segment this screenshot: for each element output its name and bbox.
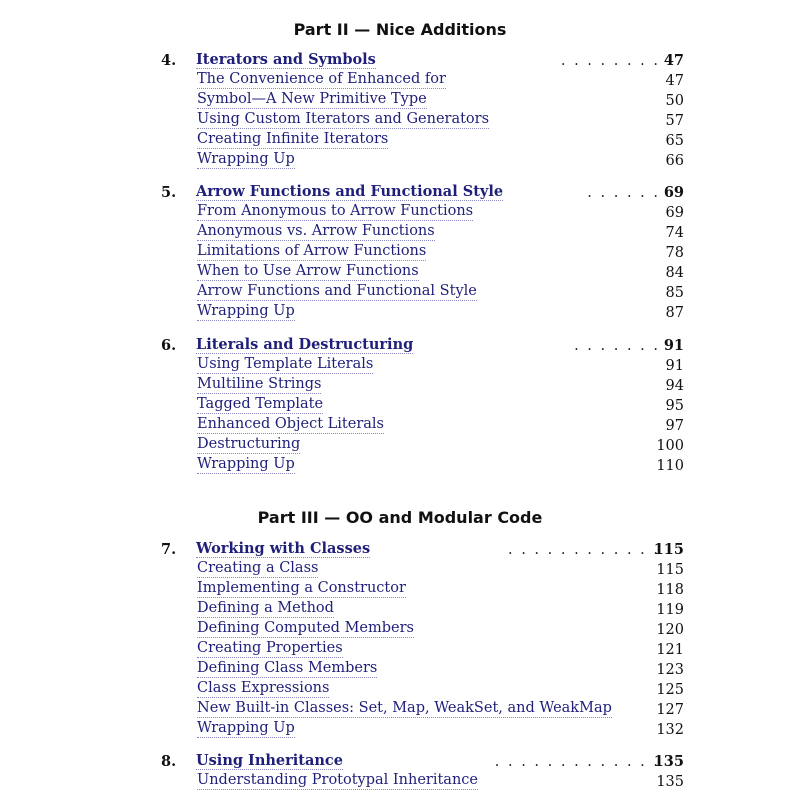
section-title-link[interactable]: Creating Properties (197, 640, 343, 656)
section-row[interactable] (0, 131, 800, 151)
section-row[interactable] (0, 436, 800, 456)
chapter-title-link[interactable]: Using Inheritance (196, 752, 343, 769)
section-row[interactable] (0, 376, 800, 396)
section-row[interactable] (0, 560, 800, 580)
section-row[interactable] (0, 151, 800, 171)
chapter-page-number: 115 (653, 541, 684, 558)
section-row[interactable] (0, 263, 800, 283)
dot-leader: . . . . . . . (574, 338, 660, 354)
chapter-number: 5. (161, 184, 177, 201)
section-title-link[interactable]: Symbol—A New Primitive Type (197, 91, 427, 107)
part-title: Part III — OO and Modular Code (257, 508, 543, 527)
section-title-link[interactable]: Wrapping Up (197, 456, 295, 472)
section-page-number: 69 (665, 205, 684, 221)
section-title-link[interactable]: Multiline Strings (197, 376, 322, 392)
section-title-link[interactable]: Anonymous vs. Arrow Functions (197, 223, 435, 239)
section-row[interactable] (0, 660, 800, 680)
chapter-page-number: 91 (663, 337, 684, 354)
chapter-row[interactable] (0, 183, 800, 203)
section-title-link[interactable]: New Built-in Classes: Set, Map, WeakSet, and WeakMap (197, 700, 612, 716)
section-page-number: 97 (665, 418, 684, 434)
section-title-link[interactable]: Defining a Method (197, 600, 334, 616)
section-page-number: 85 (665, 285, 684, 301)
section-row[interactable] (0, 600, 800, 620)
dot-leader: . . . . . . . . . . . . (507, 542, 660, 558)
section-row[interactable] (0, 620, 800, 640)
chapter-row[interactable] (0, 336, 800, 356)
section-row[interactable] (0, 700, 800, 720)
section-row[interactable] (0, 640, 800, 660)
chapter-title-link[interactable]: Arrow Functions and Functional Style (196, 183, 504, 200)
chapter-title-link[interactable]: Working with Classes (196, 540, 371, 557)
section-page-number: 91 (665, 358, 684, 374)
section-page-number: 57 (665, 113, 684, 129)
section-title-link[interactable]: Enhanced Object Literals (197, 416, 384, 432)
section-page-number: 65 (665, 133, 684, 149)
section-page-number: 120 (656, 622, 684, 638)
section-row[interactable] (0, 243, 800, 263)
section-title-link[interactable]: From Anonymous to Arrow Functions (197, 203, 474, 219)
dot-leader: . . . . . . . . . . . . . (494, 754, 660, 770)
section-page-number: 110 (656, 458, 684, 474)
chapter-title-link[interactable]: Literals and Destructuring (196, 336, 414, 353)
section-page-number: 47 (665, 73, 684, 89)
section-row[interactable] (0, 91, 800, 111)
section-page-number: 50 (665, 93, 684, 109)
section-title-link[interactable]: Limitations of Arrow Functions (197, 243, 427, 259)
section-title-link[interactable]: Understanding Prototypal Inheritance (197, 772, 478, 788)
chapter-number: 4. (161, 52, 177, 69)
part-title: Part II — Nice Additions (293, 20, 507, 39)
dot-leader: . . . . . . . . (560, 53, 660, 69)
section-title-link[interactable]: When to Use Arrow Functions (197, 263, 419, 279)
section-title-link[interactable]: Destructuring (197, 436, 301, 452)
section-title-link[interactable]: Wrapping Up (197, 720, 295, 736)
section-row[interactable] (0, 580, 800, 600)
chapter-row[interactable] (0, 752, 800, 772)
section-page-number: 135 (656, 774, 684, 790)
section-page-number: 132 (656, 722, 684, 738)
section-row[interactable] (0, 456, 800, 476)
section-row[interactable] (0, 772, 800, 792)
section-page-number: 66 (665, 153, 684, 169)
section-row[interactable] (0, 356, 800, 376)
section-page-number: 123 (656, 662, 684, 678)
section-page-number: 127 (656, 702, 684, 718)
chapter-row[interactable] (0, 51, 800, 71)
section-row[interactable] (0, 303, 800, 323)
chapter-number: 6. (161, 337, 177, 354)
section-title-link[interactable]: Using Template Literals (197, 356, 374, 372)
section-title-link[interactable]: Tagged Template (197, 396, 324, 412)
section-row[interactable] (0, 283, 800, 303)
section-page-number: 84 (665, 265, 684, 281)
section-title-link[interactable]: Arrow Functions and Functional Style (197, 283, 477, 299)
section-title-link[interactable]: Creating a Class (197, 560, 319, 576)
section-title-link[interactable]: Wrapping Up (197, 151, 295, 167)
section-page-number: 118 (656, 582, 684, 598)
chapter-page-number: 47 (663, 52, 684, 69)
section-title-link[interactable]: Using Custom Iterators and Generators (197, 111, 490, 127)
section-title-link[interactable]: Class Expressions (197, 680, 330, 696)
section-row[interactable] (0, 111, 800, 131)
section-title-link[interactable]: Defining Class Members (197, 660, 378, 676)
section-title-link[interactable]: Implementing a Constructor (197, 580, 406, 596)
chapter-number: 7. (161, 541, 177, 558)
section-title-link[interactable]: The Convenience of Enhanced for (197, 71, 446, 87)
section-title-link[interactable]: Defining Computed Members (197, 620, 414, 636)
section-page-number: 100 (656, 438, 684, 454)
chapter-row[interactable] (0, 540, 800, 560)
section-page-number: 119 (656, 602, 684, 618)
chapter-page-number: 69 (663, 184, 684, 201)
section-page-number: 125 (656, 682, 684, 698)
section-page-number: 121 (656, 642, 684, 658)
section-row[interactable] (0, 71, 800, 91)
chapter-title-link[interactable]: Iterators and Symbols (196, 51, 376, 68)
section-row[interactable] (0, 720, 800, 740)
section-row[interactable] (0, 223, 800, 243)
section-row[interactable] (0, 416, 800, 436)
section-page-number: 74 (665, 225, 684, 241)
section-page-number: 95 (665, 398, 684, 414)
section-page-number: 78 (665, 245, 684, 261)
section-title-link[interactable]: Creating Infinite Iterators (197, 131, 389, 147)
section-page-number: 87 (665, 305, 684, 321)
section-row[interactable] (0, 680, 800, 700)
section-row[interactable] (0, 203, 800, 223)
chapter-page-number: 135 (653, 753, 684, 770)
section-row[interactable] (0, 396, 800, 416)
dot-leader: . . . . . . (587, 185, 660, 201)
section-page-number: 94 (665, 378, 684, 394)
section-page-number: 115 (656, 562, 684, 578)
chapter-number: 8. (161, 753, 177, 770)
section-title-link[interactable]: Wrapping Up (197, 303, 295, 319)
